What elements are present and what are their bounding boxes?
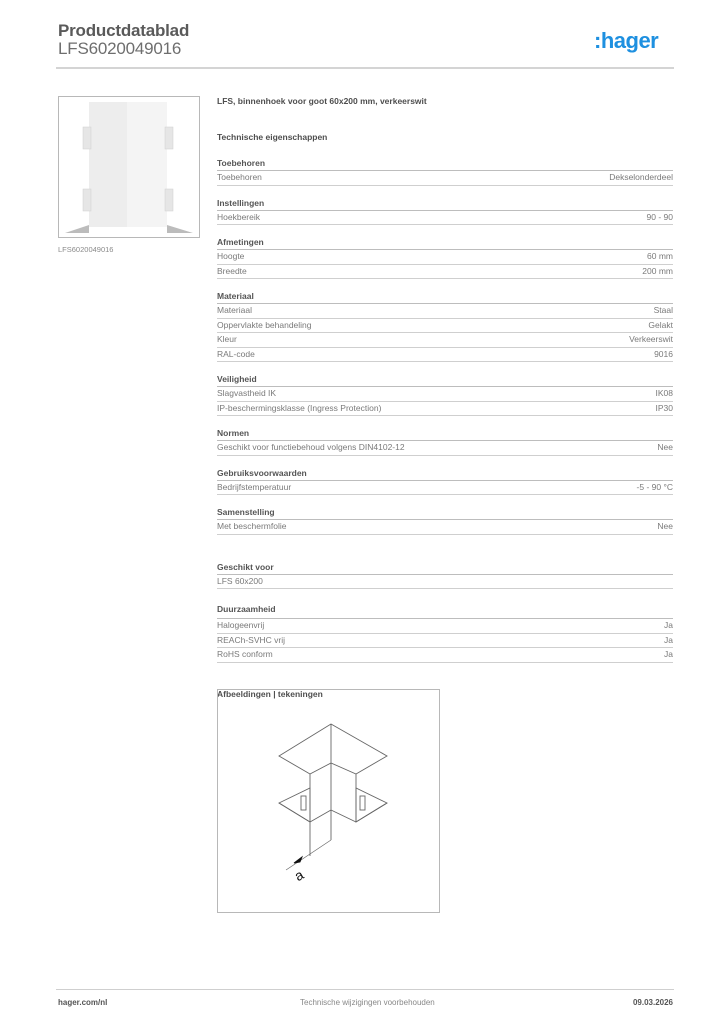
section-geschikt-voor <box>217 562 673 590</box>
section-title: Gebruiksvoorwaarden <box>217 468 673 481</box>
row-label: Oppervlakte behandeling <box>217 319 312 330</box>
section-gebruiksvoorwaarden <box>217 468 673 496</box>
section-title: Instellingen <box>217 198 673 211</box>
section-normen <box>217 428 673 456</box>
row-label: Breedte <box>217 265 247 276</box>
section-title: Duurzaamheid <box>217 603 673 619</box>
row-value: 200 mm <box>642 265 673 276</box>
row-value: 90 - 90 <box>646 211 673 222</box>
row-label: Hoekbereik <box>217 211 260 222</box>
table-row <box>217 441 673 456</box>
row-value: 60 mm <box>647 251 673 261</box>
section-veiligheid <box>217 374 673 416</box>
row-value: Nee <box>657 442 673 452</box>
drawings-title: Afbeeldingen | tekeningen <box>217 688 323 699</box>
section-materiaal <box>217 291 673 362</box>
thumbnail-caption: LFS6020049016 <box>58 245 114 254</box>
section-toebehoren <box>217 158 673 186</box>
page-title: Productdatablad <box>58 21 190 40</box>
row-label: Toebehoren <box>217 172 262 182</box>
row-label: Slagvastheid IK <box>217 388 277 398</box>
row-value: 9016 <box>654 348 673 359</box>
section-instellingen <box>217 198 673 226</box>
row-label: REACh-SVHC vrij <box>217 634 286 645</box>
table-row <box>217 387 673 402</box>
section-title: Afmetingen <box>217 237 673 250</box>
row-label: Kleur <box>217 334 237 344</box>
row-value: Dekselonderdeel <box>609 172 673 182</box>
table-row <box>217 634 673 649</box>
row-label: IP-beschermingsklasse (Ingress Protection) <box>217 402 382 413</box>
table-row <box>217 211 673 226</box>
row-value: Ja <box>664 634 673 645</box>
product-code: LFS6020049016 <box>58 39 182 58</box>
row-label: Bedrijfstemperatuur <box>217 481 292 492</box>
row-value: IP30 <box>655 402 673 413</box>
technical-properties-title: Technische eigenschappen <box>217 132 328 142</box>
product-photo-icon <box>59 97 199 237</box>
table-row <box>217 619 673 634</box>
svg-text:a: a <box>291 866 307 885</box>
table-row <box>217 348 673 363</box>
footer-website-link[interactable]: hager.com/nl <box>58 998 108 1007</box>
section-title: Toebehoren <box>217 158 673 171</box>
table-row <box>217 481 673 496</box>
row-label: RoHS conform <box>217 649 273 659</box>
row-value: -5 - 90 °C <box>636 481 673 492</box>
row-label: Geschikt voor functiebehoud volgens DIN4102-12 <box>217 442 405 452</box>
row-value: Ja <box>664 649 673 659</box>
row-value: Ja <box>664 620 673 630</box>
table-row <box>217 575 673 590</box>
section-duurzaamheid <box>217 603 673 663</box>
footer-divider <box>56 989 674 990</box>
section-samenstelling <box>217 507 673 535</box>
table-row <box>217 304 673 319</box>
table-row <box>217 250 673 265</box>
table-row <box>217 171 673 186</box>
header-divider <box>56 67 674 69</box>
row-label: RAL-code <box>217 348 255 359</box>
product-thumbnail <box>58 96 200 238</box>
footer-disclaimer: Technische wijzigingen voorbehouden <box>300 998 435 1007</box>
footer-date: 09.03.2026 <box>632 998 673 1007</box>
table-row <box>217 265 673 280</box>
table-row <box>217 333 673 348</box>
main-content <box>217 96 673 699</box>
section-title: Normen <box>217 428 673 441</box>
row-label: Materiaal <box>217 305 252 315</box>
row-value: Gelakt <box>648 319 673 330</box>
technical-drawing <box>217 689 440 913</box>
row-label: Halogeenvrij <box>217 620 265 630</box>
table-row <box>217 402 673 417</box>
row-label: Hoogte <box>217 251 245 261</box>
section-title: Veiligheid <box>217 374 673 387</box>
row-value: Nee <box>657 521 673 531</box>
section-title: Samenstelling <box>217 507 673 520</box>
row-value: Verkeerswit <box>629 334 673 344</box>
row-value: IK08 <box>655 388 673 398</box>
table-row <box>217 520 673 535</box>
hager-logo: :hager <box>594 28 659 53</box>
row-label: LFS 60x200 <box>217 575 263 586</box>
section-afmetingen <box>217 237 673 279</box>
table-row <box>217 648 673 663</box>
table-row <box>217 319 673 334</box>
row-value: Staal <box>653 305 673 315</box>
inner-corner-drawing-icon <box>218 690 439 912</box>
product-description: LFS, binnenhoek voor goot 60x200 mm, verkeerswit <box>217 96 427 106</box>
section-title: Materiaal <box>217 291 673 304</box>
section-title: Geschikt voor <box>217 562 673 575</box>
row-label: Met beschermfolie <box>217 521 287 531</box>
